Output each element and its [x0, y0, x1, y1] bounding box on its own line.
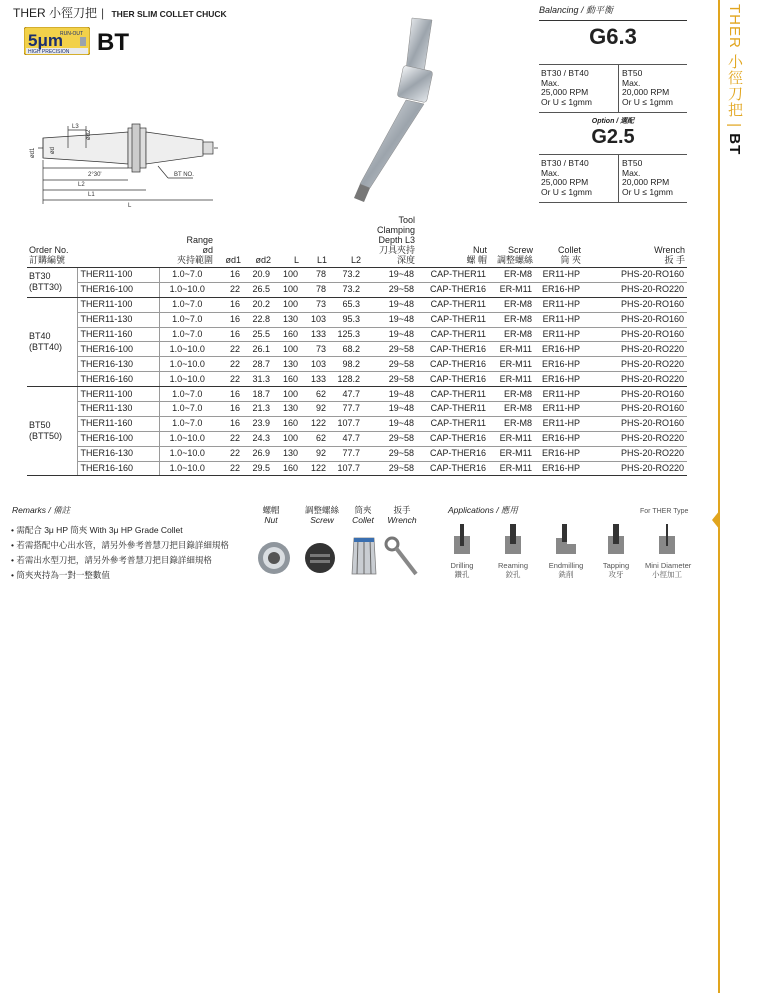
- remark-item: • 若需搭配中心出水管，請另外參考普慧刀把目錄詳細規格: [11, 540, 229, 550]
- table-row: [27, 268, 687, 283]
- table-cell: 103: [301, 357, 329, 372]
- table-cell: CAP-THER11: [417, 297, 489, 312]
- table-cell: 107.7: [329, 416, 363, 431]
- table-cell: 19~48: [363, 268, 417, 283]
- drawing-label-d: ød: [50, 146, 56, 154]
- table-cell: 107.7: [329, 461, 363, 476]
- table-row: [27, 402, 687, 417]
- table-cell: 21.3: [243, 402, 273, 417]
- table-cell: 1.0~7.0: [159, 387, 215, 402]
- table-cell: PHS-20-RO220: [583, 431, 687, 446]
- table-cell: 160: [273, 416, 301, 431]
- table-cell: ER16-HP: [535, 461, 583, 476]
- remark-item: • 筒夾夾持為一對一整數值: [11, 570, 110, 580]
- th-l1: L1: [301, 215, 329, 268]
- table-cell: CAP-THER16: [417, 431, 489, 446]
- th-order: Order No. 訂購編號: [27, 215, 77, 268]
- nut-icon: [256, 536, 292, 576]
- th-range: Range ød 夾持範圍: [159, 215, 215, 268]
- table-cell: PHS-20-RO220: [583, 446, 687, 461]
- table-cell: 1.0~7.0: [159, 268, 215, 283]
- table-cell: PHS-20-RO160: [583, 297, 687, 312]
- title-cn: THER 小徑刀把: [13, 6, 98, 20]
- table-cell: PHS-20-RO220: [583, 282, 687, 297]
- balancing-option-specs: [539, 154, 687, 203]
- table-cell: 160: [273, 327, 301, 342]
- table-cell: 20.9: [243, 268, 273, 283]
- table-cell: 62: [301, 387, 329, 402]
- table-cell: CAP-THER16: [417, 446, 489, 461]
- table-cell: ER11-HP: [535, 416, 583, 431]
- table-cell: THER11-160: [77, 416, 159, 431]
- table-cell: ER11-HP: [535, 297, 583, 312]
- table-cell: THER16-160: [77, 461, 159, 476]
- option-spec-bt50: BT50 Max. 20,000 RPM Or U ≤ 1gmm: [622, 158, 673, 197]
- table-cell: THER16-100: [77, 282, 159, 297]
- table-cell: 77.7: [329, 446, 363, 461]
- table-cell: 19~48: [363, 327, 417, 342]
- app-reaming: Reaming 鉸孔: [491, 522, 535, 579]
- table-row: [27, 446, 687, 461]
- app-mini-diameter: Mini Diameter 小徑加工: [645, 522, 689, 579]
- part-nut-label: 螺帽 Nut: [262, 505, 280, 525]
- table-cell: PHS-20-RO220: [583, 342, 687, 357]
- drawing-label-l2: L2: [78, 182, 85, 188]
- table-cell: CAP-THER11: [417, 387, 489, 402]
- table-cell: 16: [215, 312, 243, 327]
- table-cell: 92: [301, 446, 329, 461]
- table-cell: 22: [215, 342, 243, 357]
- table-cell: 1.0~10.0: [159, 282, 215, 297]
- th-code: [77, 215, 159, 268]
- table-cell: ER11-HP: [535, 312, 583, 327]
- table-cell: PHS-20-RO160: [583, 402, 687, 417]
- table-cell: 122: [301, 461, 329, 476]
- table-cell: 16: [215, 416, 243, 431]
- table-row: [27, 342, 687, 357]
- table-cell: 1.0~7.0: [159, 312, 215, 327]
- table-cell: THER11-130: [77, 402, 159, 417]
- table-cell: THER11-130: [77, 312, 159, 327]
- table-cell: 29~58: [363, 461, 417, 476]
- part-screw-label: 調整螺絲 Screw: [304, 505, 339, 525]
- table-cell: 103: [301, 312, 329, 327]
- spec-bt30-bt40: BT30 / BT40 Max. 25,000 RPM Or U ≤ 1gmm: [541, 68, 592, 107]
- table-cell: ER16-HP: [535, 446, 583, 461]
- balancing-rule: [539, 20, 687, 21]
- table-cell: 29~58: [363, 282, 417, 297]
- remark-item: • 若需出水型刀把，請另外參考普慧刀把目錄詳細規格: [11, 555, 212, 565]
- part-wrench-label: 扳手 Wrench: [387, 505, 417, 525]
- table-cell: 22: [215, 282, 243, 297]
- spec-bt50: BT50 Max. 20,000 RPM Or U ≤ 1gmm: [622, 68, 673, 107]
- table-cell: 100: [273, 268, 301, 283]
- table-cell: CAP-THER11: [417, 268, 489, 283]
- reaming-icon: [501, 522, 525, 556]
- table-cell: 100: [273, 387, 301, 402]
- th-wrench: Wrench 扳 手: [583, 215, 687, 268]
- wrench-icon: [384, 536, 420, 580]
- tool-holder-image: [340, 12, 450, 202]
- table-cell: 73: [301, 342, 329, 357]
- th-nut: Nut 螺 帽: [417, 215, 489, 268]
- table-cell: 19~48: [363, 312, 417, 327]
- th-l2: L2: [329, 215, 363, 268]
- table-cell: 130: [273, 312, 301, 327]
- option-spec-divider: [618, 155, 619, 202]
- table-cell: 23.9: [243, 416, 273, 431]
- table-cell: THER16-100: [77, 342, 159, 357]
- grade-g25: G2.5: [591, 126, 635, 148]
- th-screw: Screw 調整螺絲: [489, 215, 535, 268]
- table-cell: CAP-THER16: [417, 372, 489, 387]
- table-cell: 1.0~10.0: [159, 342, 215, 357]
- table-cell: ER-M11: [489, 461, 535, 476]
- badge-number: 5μm: [28, 31, 63, 50]
- remarks-heading: Remarks / 備註: [12, 505, 71, 515]
- table-row: [27, 357, 687, 372]
- table-cell: 133: [301, 327, 329, 342]
- table-cell: ER16-HP: [535, 342, 583, 357]
- table-cell: 22: [215, 461, 243, 476]
- table-cell: PHS-20-RO160: [583, 268, 687, 283]
- app-tapping: Tapping 攻牙: [594, 522, 638, 579]
- title-en: THER SLIM COLLET CHUCK: [111, 9, 227, 19]
- table-cell: 133: [301, 372, 329, 387]
- sidebar-chevron-icon: [712, 510, 720, 530]
- table-cell: PHS-20-RO220: [583, 357, 687, 372]
- table-cell: 130: [273, 446, 301, 461]
- table-cell: 1.0~7.0: [159, 297, 215, 312]
- th-l: L: [273, 215, 301, 268]
- th-collet: Collet 筒 夾: [535, 215, 583, 268]
- table-cell: 1.0~10.0: [159, 446, 215, 461]
- table-cell: 31.3: [243, 372, 273, 387]
- table-row: [27, 297, 687, 312]
- table-cell: CAP-THER16: [417, 282, 489, 297]
- table-cell: ER-M11: [489, 357, 535, 372]
- drawing-label-l1: L1: [88, 192, 95, 198]
- table-cell: 19~48: [363, 416, 417, 431]
- table-cell: 78: [301, 268, 329, 283]
- table-cell: 73.2: [329, 282, 363, 297]
- table-cell: ER11-HP: [535, 327, 583, 342]
- table-cell: 160: [273, 372, 301, 387]
- table-cell: 130: [273, 402, 301, 417]
- spec-divider: [618, 65, 619, 112]
- table-cell: 100: [273, 342, 301, 357]
- table-cell: 1.0~7.0: [159, 416, 215, 431]
- drawing-label-btno: BT NO.: [174, 172, 194, 178]
- table-row: [27, 416, 687, 431]
- table-cell: ER11-HP: [535, 402, 583, 417]
- applications-heading: Applications / 應用: [448, 505, 518, 515]
- app-endmilling: Endmilling 銑削: [544, 522, 588, 579]
- mini-diameter-icon: [655, 522, 679, 556]
- technical-drawing: [28, 118, 228, 210]
- table-cell: PHS-20-RO220: [583, 372, 687, 387]
- th-clamp-depth: Tool Clamping Depth L3 刀具夾持 深度: [363, 215, 417, 268]
- table-cell: ER-M8: [489, 416, 535, 431]
- table-cell: ER-M11: [489, 446, 535, 461]
- table-cell: 100: [273, 282, 301, 297]
- table-cell: 22: [215, 446, 243, 461]
- table-cell: 122: [301, 416, 329, 431]
- table-cell: 1.0~7.0: [159, 402, 215, 417]
- ther-type-note: For THER Type: [640, 508, 689, 515]
- table-cell: 24.3: [243, 431, 273, 446]
- table-cell: 1.0~10.0: [159, 431, 215, 446]
- table-row: [27, 312, 687, 327]
- table-cell: 1.0~7.0: [159, 327, 215, 342]
- table-row: [27, 282, 687, 297]
- table-row: [27, 461, 687, 476]
- table-cell: 26.5: [243, 282, 273, 297]
- table-cell: CAP-THER11: [417, 402, 489, 417]
- table-cell: 92: [301, 402, 329, 417]
- drawing-label-d2: ød2: [86, 129, 92, 140]
- table-cell: 25.5: [243, 327, 273, 342]
- table-cell: 62: [301, 431, 329, 446]
- title-separator: |: [101, 6, 105, 20]
- table-cell: 19~48: [363, 387, 417, 402]
- table-cell: THER16-130: [77, 357, 159, 372]
- table-cell: 100: [273, 431, 301, 446]
- runout-badge: [24, 27, 90, 55]
- table-cell: 28.7: [243, 357, 273, 372]
- table-cell: 29~58: [363, 446, 417, 461]
- table-row: [27, 327, 687, 342]
- drilling-icon: [450, 522, 474, 556]
- table-row: [27, 372, 687, 387]
- table-cell: 26.9: [243, 446, 273, 461]
- table-cell: CAP-THER11: [417, 327, 489, 342]
- table-cell: 19~48: [363, 297, 417, 312]
- table-cell: CAP-THER11: [417, 416, 489, 431]
- group-label: BT40 (BTT40): [27, 297, 77, 386]
- table-cell: 18.7: [243, 387, 273, 402]
- table-cell: 29~58: [363, 372, 417, 387]
- table-cell: CAP-THER16: [417, 342, 489, 357]
- table-cell: 73.2: [329, 268, 363, 283]
- table-cell: 22: [215, 372, 243, 387]
- table-cell: THER11-160: [77, 327, 159, 342]
- table-cell: 73: [301, 297, 329, 312]
- endmilling-icon: [554, 522, 578, 556]
- badge-bottom: HIGH PRECISION: [28, 49, 70, 55]
- table-cell: THER11-100: [77, 297, 159, 312]
- table-cell: ER-M8: [489, 268, 535, 283]
- table-row: [27, 431, 687, 446]
- table-cell: 29~58: [363, 431, 417, 446]
- table-cell: ER16-HP: [535, 282, 583, 297]
- tapping-icon: [604, 522, 628, 556]
- table-cell: ER16-HP: [535, 431, 583, 446]
- table-cell: ER11-HP: [535, 268, 583, 283]
- table-cell: 16: [215, 387, 243, 402]
- table-cell: 1.0~10.0: [159, 357, 215, 372]
- table-cell: 1.0~10.0: [159, 461, 215, 476]
- table-cell: 16: [215, 268, 243, 283]
- th-d1: ød1: [215, 215, 243, 268]
- group-label: BT50 (BTT50): [27, 387, 77, 476]
- group-label: BT30 (BTT30): [27, 268, 77, 298]
- table-cell: PHS-20-RO160: [583, 387, 687, 402]
- option-spec-bt30-bt40: BT30 / BT40 Max. 25,000 RPM Or U ≤ 1gmm: [541, 158, 592, 197]
- table-cell: 160: [273, 461, 301, 476]
- table-cell: 77.7: [329, 402, 363, 417]
- drawing-label-d1: ød1: [30, 147, 36, 158]
- grade-g63: G6.3: [589, 24, 637, 49]
- table-cell: ER11-HP: [535, 387, 583, 402]
- table-cell: 78: [301, 282, 329, 297]
- table-cell: CAP-THER16: [417, 461, 489, 476]
- table-cell: 29~58: [363, 342, 417, 357]
- table-cell: PHS-20-RO160: [583, 327, 687, 342]
- table-cell: 98.2: [329, 357, 363, 372]
- table-cell: 16: [215, 297, 243, 312]
- table-cell: PHS-20-RO160: [583, 312, 687, 327]
- table-cell: 65.3: [329, 297, 363, 312]
- table-cell: THER16-100: [77, 431, 159, 446]
- table-cell: CAP-THER16: [417, 357, 489, 372]
- app-drilling: Drilling 鑽孔: [440, 522, 484, 579]
- table-cell: 29.5: [243, 461, 273, 476]
- table-cell: ER16-HP: [535, 372, 583, 387]
- table-cell: 100: [273, 297, 301, 312]
- table-cell: 95.3: [329, 312, 363, 327]
- table-cell: 1.0~10.0: [159, 372, 215, 387]
- table-cell: 16: [215, 402, 243, 417]
- table-cell: ER-M8: [489, 297, 535, 312]
- table-cell: ER-M11: [489, 342, 535, 357]
- table-cell: THER11-100: [77, 268, 159, 283]
- page-header: [13, 4, 227, 21]
- table-cell: ER-M8: [489, 312, 535, 327]
- table-cell: ER-M8: [489, 402, 535, 417]
- table-cell: 16: [215, 327, 243, 342]
- balancing-heading: Balancing / 動平衡: [539, 5, 614, 15]
- spec-table: [27, 215, 687, 476]
- balancing-main-specs: [539, 64, 687, 113]
- drawing-label-l3: L3: [72, 124, 79, 130]
- table-cell: 22: [215, 357, 243, 372]
- sidebar-rule: [718, 0, 720, 993]
- table-cell: ER-M11: [489, 372, 535, 387]
- table-cell: 22: [215, 431, 243, 446]
- badge-top: RUN-OUT: [60, 31, 84, 37]
- th-d2: ød2: [243, 215, 273, 268]
- table-cell: 47.7: [329, 431, 363, 446]
- sidebar-label-orange: THER 小徑刀把 |: [726, 4, 743, 134]
- series-label: BT: [97, 29, 129, 56]
- option-label: Option / 選配: [591, 118, 635, 125]
- sidebar-label-black: BT: [726, 133, 743, 156]
- table-cell: 19~48: [363, 402, 417, 417]
- table-cell: PHS-20-RO220: [583, 461, 687, 476]
- table-cell: ER-M11: [489, 431, 535, 446]
- collet-icon: [348, 534, 380, 578]
- table-cell: PHS-20-RO160: [583, 416, 687, 431]
- remark-item: • 需配合 3μ HP 筒夾 With 3μ HP Grade Collet: [11, 525, 183, 535]
- table-cell: CAP-THER11: [417, 312, 489, 327]
- table-row: [27, 387, 687, 402]
- table-cell: ER-M8: [489, 327, 535, 342]
- table-cell: ER-M8: [489, 387, 535, 402]
- table-cell: 26.1: [243, 342, 273, 357]
- screw-icon: [302, 536, 338, 576]
- drawing-label-l: L: [128, 203, 132, 209]
- sidebar-label: [723, 4, 745, 155]
- table-cell: 130: [273, 357, 301, 372]
- table-cell: 22.8: [243, 312, 273, 327]
- table-cell: THER16-160: [77, 372, 159, 387]
- table-cell: 20.2: [243, 297, 273, 312]
- table-cell: ER-M11: [489, 282, 535, 297]
- table-cell: 68.2: [329, 342, 363, 357]
- table-cell: THER16-130: [77, 446, 159, 461]
- spec-table-body: [27, 268, 687, 476]
- table-cell: 128.2: [329, 372, 363, 387]
- table-cell: 29~58: [363, 357, 417, 372]
- part-collet-label: 筒夾 Collet: [352, 505, 374, 525]
- table-cell: ER16-HP: [535, 357, 583, 372]
- table-cell: 47.7: [329, 387, 363, 402]
- table-cell: 125.3: [329, 327, 363, 342]
- table-cell: THER11-100: [77, 387, 159, 402]
- drawing-label-angle: 2°30': [88, 172, 102, 178]
